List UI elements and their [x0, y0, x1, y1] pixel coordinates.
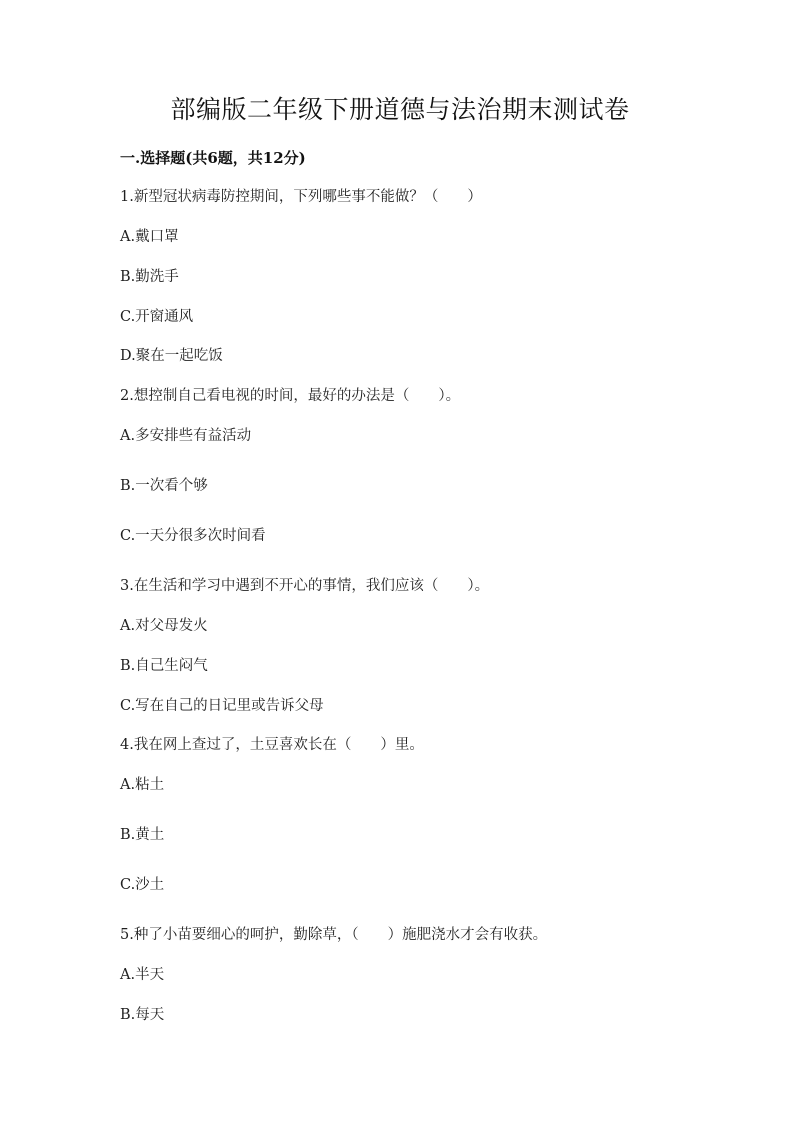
question-2-option-a: A.多安排些有益活动	[120, 428, 252, 444]
question-5-stem: 5.种了小苗要细心的呵护，勤除草，（ ）施肥浇水才会有收获。	[120, 927, 548, 943]
question-2-stem: 2.想控制自己看电视的时间，最好的办法是（ ）。	[120, 388, 461, 404]
question-1-option-d: D.聚在一起吃饭	[120, 348, 223, 364]
question-4-stem: 4.我在网上查过了，土豆喜欢长在（ ）里。	[120, 737, 424, 753]
question-4-option-a: A.粘土	[120, 777, 165, 793]
question-2-option-b: B.一次看个够	[120, 478, 208, 494]
question-1-option-b: B.勤洗手	[120, 269, 179, 285]
question-3-option-c: C.写在自己的日记里或告诉父母	[120, 698, 324, 714]
question-5-option-a: A.半天	[120, 967, 165, 983]
question-4-option-b: B.黄土	[120, 827, 165, 843]
question-3-option-b: B.自己生闷气	[120, 658, 208, 674]
question-3-stem: 3.在生活和学习中遇到不开心的事情，我们应该（ ）。	[120, 578, 490, 594]
question-1-stem: 1.新型冠状病毒防控期间，下列哪些事不能做？（ ）	[120, 189, 482, 205]
question-1-option-c: C.开窗通风	[120, 309, 194, 325]
question-3-option-a: A.对父母发火	[120, 618, 208, 634]
question-1-option-a: A.戴口罩	[120, 229, 179, 245]
page-title: 部编版二年级下册道德与法治期末测试卷	[170, 95, 630, 124]
question-4-option-c: C.沙土	[120, 877, 165, 893]
question-2-option-c: C.一天分很多次时间看	[120, 528, 266, 544]
question-5-option-b: B.每天	[120, 1007, 165, 1023]
section-heading: 一.选择题(共6题，共12分)	[120, 149, 306, 167]
